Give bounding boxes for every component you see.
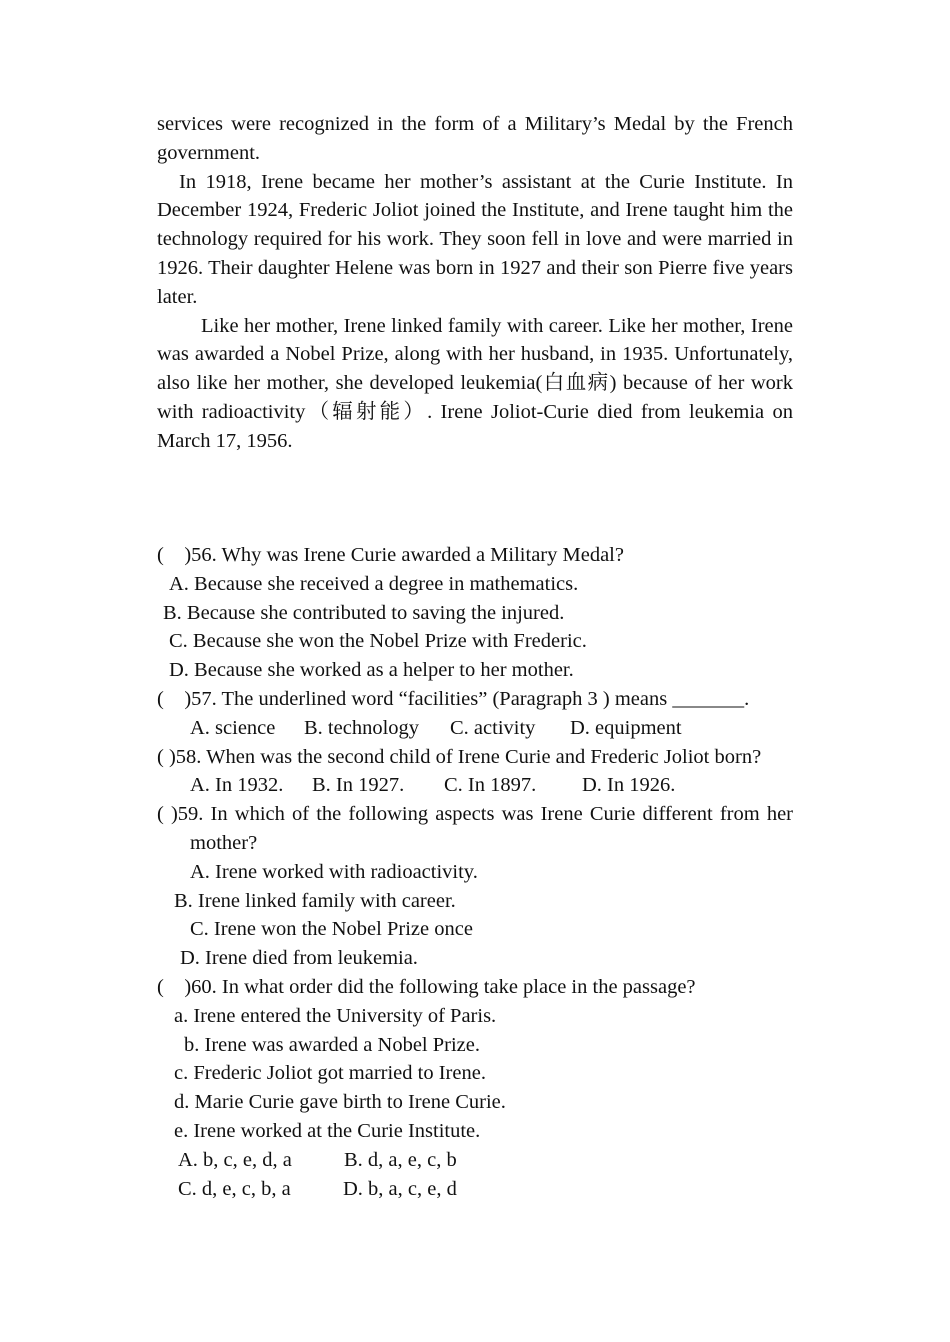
question-58-option-b: B. In 1927. xyxy=(312,774,405,797)
question-60-event-a: a. Irene entered the University of Paris. xyxy=(174,1004,497,1027)
question-58-options xyxy=(157,771,793,800)
question-59-stem: ( )59. In which of the following aspects was Irene Curie different from her mother? xyxy=(157,803,793,854)
question-56-stem: ( )56. Why was Irene Curie awarded a Military Medal? xyxy=(157,544,624,566)
question-56 xyxy=(157,541,793,685)
question-60-event-c: c. Frederic Joliot got married to Irene. xyxy=(174,1062,486,1085)
question-56-option-a: A. Because she received a degree in mathematics. xyxy=(169,572,579,595)
passage-paragraph-2: In 1918, Irene became her mother’s assistant at the Curie Institute. In December 1924, Frederic Joliot joined the Institute, and Irene taught him the technology required for his work. They soon fell in love and were married in 1926. Their daughter Helene was born in 1927 and their son Pierre five years later. xyxy=(157,170,793,308)
question-57-option-a: A. science xyxy=(190,716,276,739)
question-60-event-b: b. Irene was awarded a Nobel Prize. xyxy=(184,1033,480,1056)
question-56-option-d: D. Because she worked as a helper to her mother. xyxy=(169,659,574,682)
question-60-event-d: d. Marie Curie gave birth to Irene Curie. xyxy=(174,1091,506,1114)
question-57-option-b: B. technology xyxy=(304,716,420,739)
question-60-options-row-1 xyxy=(157,1146,793,1175)
question-57-options xyxy=(157,714,793,743)
question-list xyxy=(157,541,793,1203)
question-58-option-c: C. In 1897. xyxy=(444,774,537,797)
question-59 xyxy=(157,800,793,973)
question-60-stem: ( )60. In what order did the following take place in the passage? xyxy=(157,975,696,998)
question-60-option-d: D. b, a, c, e, d xyxy=(343,1177,457,1200)
question-57-option-c: C. activity xyxy=(450,716,536,739)
question-57-option-d: D. equipment xyxy=(570,716,682,739)
question-56-option-b: B. Because she contributed to saving the injured. xyxy=(163,601,565,624)
question-58-option-a: A. In 1932. xyxy=(190,774,284,797)
question-60-event-e: e. Irene worked at the Curie Institute. xyxy=(174,1119,481,1142)
question-60-options-row-2 xyxy=(157,1175,793,1204)
question-57 xyxy=(157,685,793,743)
question-58-stem: ( )58. When was the second child of Irene Curie and Frederic Joliot born? xyxy=(157,745,762,768)
reading-passage xyxy=(157,110,793,456)
passage-paragraph-1: services were recognized in the form of a Military’s Medal by the French government. xyxy=(157,113,793,164)
question-60-option-a: A. b, c, e, d, a xyxy=(178,1148,292,1171)
question-59-option-c: C. Irene won the Nobel Prize once xyxy=(190,918,473,941)
question-56-option-c: C. Because she won the Nobel Prize with Frederic. xyxy=(169,630,587,653)
question-60 xyxy=(157,973,793,1203)
question-58-option-d: D. In 1926. xyxy=(582,774,676,797)
question-57-stem: ( )57. The underlined word “facilities” (Paragraph 3 ) means _______. xyxy=(157,687,750,710)
question-58 xyxy=(157,743,793,801)
passage-paragraph-3: Like her mother, Irene linked family with career. Like her mother, Irene was awarded a Nobel Prize, along with her husband, in 1935. Unfortunately, also like her mother, she developed leukemia(白血病) because of her work with radioactivity（辐射能）. Irene Joliot-Curie died from leukemia on March 17, 1956. xyxy=(157,314,793,452)
question-59-option-b: B. Irene linked family with career. xyxy=(174,889,456,912)
question-59-option-d: D. Irene died from leukemia. xyxy=(180,947,418,970)
question-60-option-b: B. d, a, e, c, b xyxy=(344,1148,457,1171)
question-60-option-c: C. d, e, c, b, a xyxy=(178,1177,291,1200)
question-59-option-a: A. Irene worked with radioactivity. xyxy=(190,860,478,883)
